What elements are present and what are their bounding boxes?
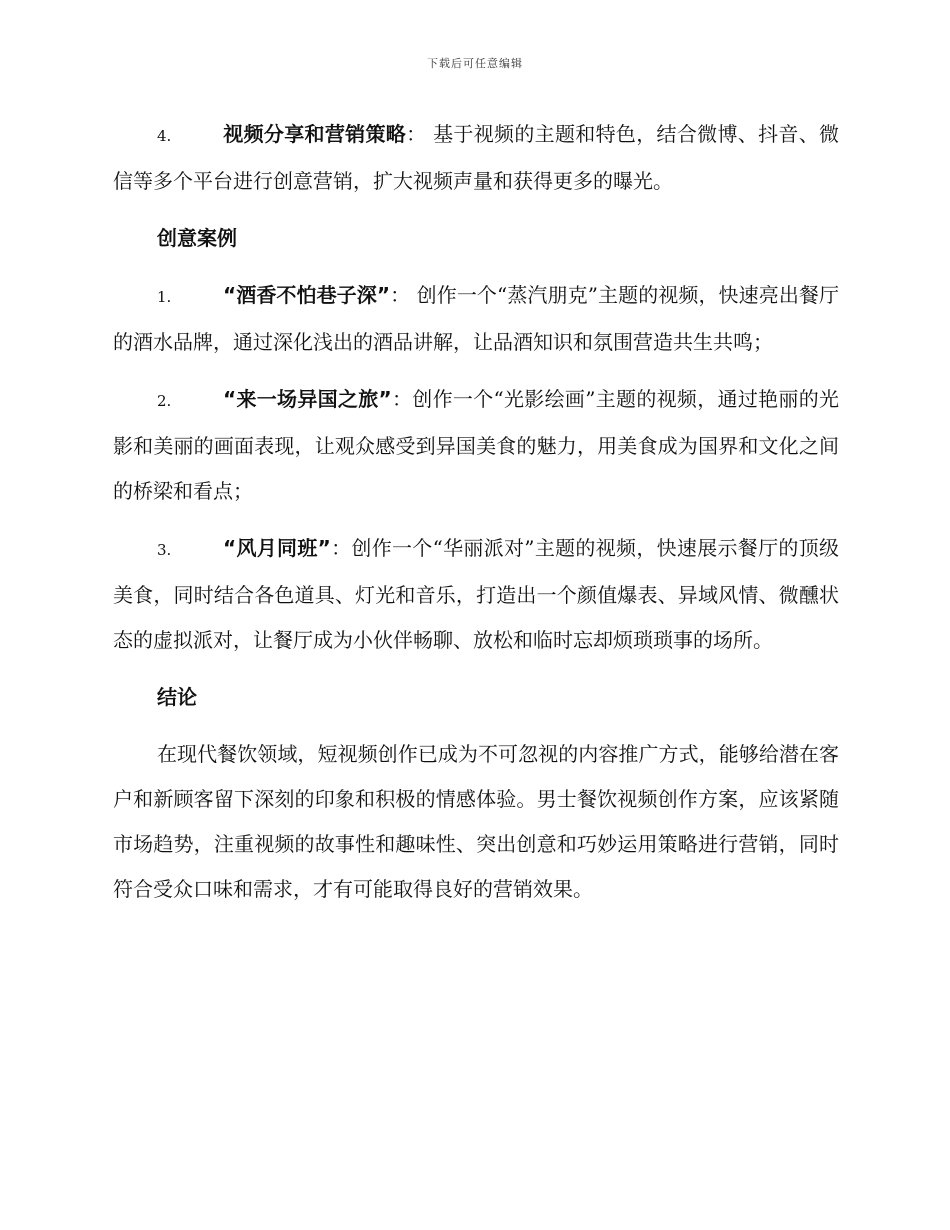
list-item-text: 基于视频的主题和特色，结合微博、抖音、微信等多个平台进行创意营销，扩大视频声量和获得更多的曝光。 [113, 122, 840, 193]
case-colon: ： [330, 536, 352, 560]
conclusion-paragraph: 在现代餐饮领域，短视频创作已成为不可忽视的内容推广方式，能够给潜在客户和新顾客留下深刻的印象和积极的情感体验。男士餐饮视频创作方案，应该紧随市场趋势，注重视频的故事性和趣味性、突出创意和巧妙运用策略进行营销，同时符合受众口味和需求，才有可能取得良好的营销效果。 [113, 742, 839, 901]
case-item-2 [113, 377, 839, 514]
list-number: 1. [157, 288, 172, 306]
list-number: 4. [157, 127, 172, 145]
case-title: “风月同班” [223, 536, 331, 560]
case-colon: ： [391, 387, 413, 411]
list-item-title: 视频分享和营销策略 [223, 122, 407, 146]
case-title: “酒香不怕巷子深” [223, 283, 391, 307]
list-number: 2. [157, 392, 172, 410]
section-heading-creative: 创意案例 [157, 226, 237, 250]
list-item-colon: ： [406, 122, 427, 146]
case-colon: ： [390, 283, 411, 307]
case-title: “来一场异国之旅” [223, 387, 392, 411]
list-number: 3. [157, 541, 172, 559]
case-text: 创作一个“光影绘画”主题的视频，通过艳丽的光影和美丽的画面表现，让观众感受到异国美食的魅力，用美食成为国界和文化之间的桥梁和看点； [113, 387, 840, 503]
case-text: 创作一个“蒸汽朋克”主题的视频，快速亮出餐厅的酒水品牌，通过深化浅出的酒品讲解，让品酒知识和氛围营造共生共鸣； [113, 283, 840, 354]
list-item-4 [113, 112, 839, 204]
case-text: 创作一个“华丽派对”主题的视频，快速展示餐厅的顶级美食，同时结合各色道具、灯光和音乐，打造出一个颜值爆表、异域风情、微醺状态的虚拟派对，让餐厅成为小伙伴畅聊、放松和临时忘却烦琐琐事的场所。 [113, 536, 840, 652]
section-heading-conclusion: 结论 [157, 685, 197, 709]
case-item-1 [113, 273, 839, 365]
case-item-3 [113, 526, 839, 663]
page-header: 下载后可任意编辑 [427, 57, 523, 70]
document-body [113, 112, 839, 924]
